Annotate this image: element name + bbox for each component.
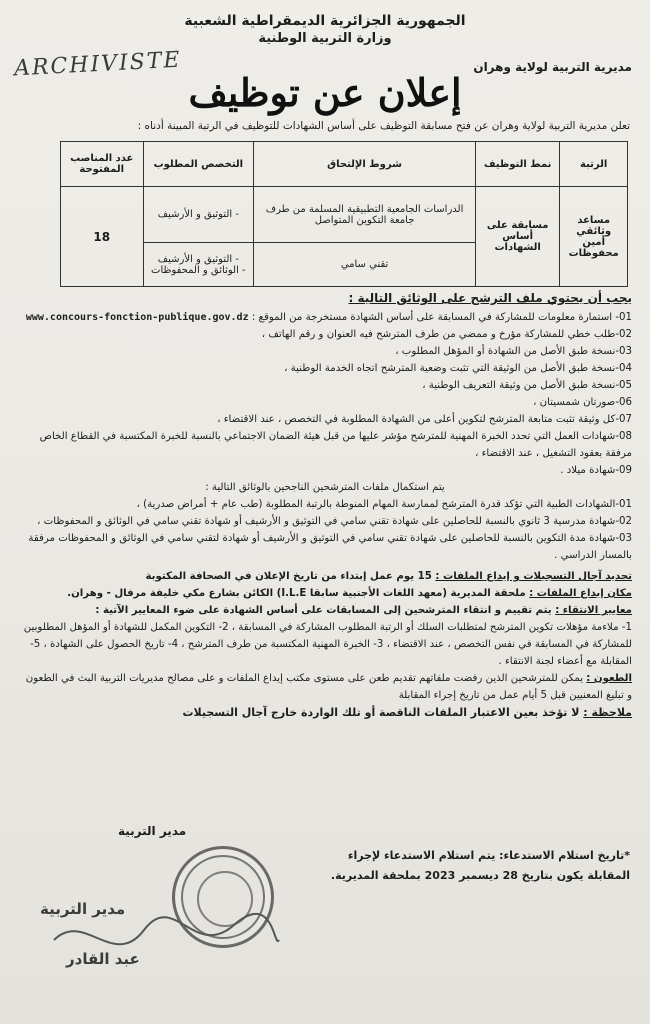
recruitment-site-url[interactable]: www.concours-fonction-publique.gov.dz — [25, 312, 249, 323]
document-item-08 — [18, 428, 632, 462]
cell-mode: مسابقة على أساس الشهادات — [475, 187, 559, 287]
item-number: 06- — [615, 397, 632, 408]
after-item-03 — [18, 530, 632, 564]
item-text: شهادة ميلاد . — [560, 465, 616, 476]
location-label: مكان إيداع الملفات : — [529, 588, 632, 599]
item-number: 03- — [615, 533, 632, 544]
cell-specialty-1: - التوثيق و الأرشيف — [143, 187, 254, 243]
criteria-line — [18, 602, 632, 619]
item-number: 01- — [615, 312, 632, 323]
directorate-name: مديرية التربية لولاية وهران — [473, 60, 632, 74]
item-text: نسخة طبق الأصل من الوثيقة التي تثبت وضعية المترشح اتجاه الخدمة الوطنية ، — [284, 363, 616, 374]
cell-grade: مساعد وثائقي أمين محفوظات — [560, 187, 628, 287]
convocation-line2: المقابلة يكون بتاريخ 28 ديسمبر 2023 بملحقة المديرية. — [330, 869, 630, 882]
republic-name: الجمهورية الجزائرية الديمقراطية الشعبية — [184, 13, 466, 29]
convocation-note — [310, 846, 630, 886]
item-number: 07- — [615, 414, 632, 425]
document-item-04 — [18, 360, 632, 377]
ministry-name: وزارة التربية الوطنية — [258, 31, 392, 46]
item-number: 05- — [615, 380, 632, 391]
deadline-line — [18, 568, 632, 585]
note-text: لا تؤخذ بعين الاعتبار الملفات الناقصة أو تلك الواردة خارج آجال التسجيلات — [182, 706, 580, 719]
item-text: شهادة مدرسية 3 ثانوي بالنسبة للحاصلين على شهادة تقني سامي في التوثيق و الأرشيف أو شهادة تقني سامي في الوثائق و المحفوظات ، — [37, 516, 616, 527]
item-text: كل وثيقة تثبت متابعة المترشح لتكوين أعلى من الشهادة المطلوبة في التخصص ، عند الاقتضاء ، — [217, 414, 616, 425]
note-line — [18, 704, 632, 721]
body-text — [18, 290, 632, 721]
note-label: ملاحظة : — [583, 706, 632, 719]
item-text: نسخة طبق الأصل من وثيقة التعريف الوطنية ، — [422, 380, 616, 391]
item-text: الشهادات الطبية التي تؤكد قدرة المترشح لممارسة المهام المنوطة بالرتبة المطلوبة (طب عام + أمراض صدرية) ، — [136, 499, 616, 510]
appeals-label: الطعون : — [586, 673, 632, 684]
document-item-03 — [18, 343, 632, 360]
cell-condition-2: تقني سامي — [254, 243, 476, 287]
item-text: نسخة طبق الأصل من الشهادة أو المؤهل المطلوب ، — [395, 346, 616, 357]
item-number: 02- — [615, 329, 632, 340]
document-item-05 — [18, 377, 632, 394]
item-text: شهادة مدة التكوين بالنسبة للحاصلين على شهادة تقني سامي في التوثيق و الأرشيف أو شهادة لتقني سامي في الوثائق و المحفوظات مرفقة بالمسار الدراسي . — [28, 533, 632, 561]
item-number: 08- — [615, 431, 632, 442]
handwritten-note: ARCHIVISTE — [13, 47, 183, 82]
convocation-line1: *تاريخ استلام الاستدعاء: يتم استلام الاستدعاء لإجراء — [347, 849, 630, 862]
signature-title: مدير التربية — [118, 824, 187, 838]
location-value: ملحقة المديرية (معهد اللغات الأجنبية سابقا I.L.E) الكائن بشارع مكي خليفة مرفال - وهران. — [67, 588, 526, 599]
document-item-06 — [18, 394, 632, 411]
item-number: 03- — [615, 346, 632, 357]
document-item-01 — [18, 309, 632, 326]
criteria-text: 1- ملاءمة مؤهلات تكوين المترشح لمتطلبات السلك أو الرتبة المطلوب المشاركة في المسابقة ، 2- التكوين المكمل للشهادة أو المؤهل المطلوبين للمشاركة في المسابقة في نفس التخصص ، عند الاقتضاء ، 3- الخبرة المهنية المكتسبة من طرف المترشح ، 4- تاريخ الحصول على الشهادة ، 5- المقابلة مع أعضاء لجنة الانتقاء . — [23, 622, 632, 667]
document-item-02 — [18, 326, 632, 343]
header — [0, 12, 650, 48]
header-grade: الرتبة — [560, 142, 628, 187]
appeals-text: يمكن للمترشحين الذين رفضت ملفاتهم تقديم طعن على مستوى مكتب إيداع الملفات و على مصالح مديريات التربية البث في الطعون و تبليغ المعنيين قبل 5 أيام عمل من تاريخ إجراء المقابلة — [25, 673, 632, 701]
jobs-table — [60, 141, 628, 287]
item-text: استمارة معلومات للمشاركة في المسابقة على أساس الشهادة مستخرجة من الموقع : — [251, 312, 613, 323]
cell-specialty-2 — [143, 243, 254, 287]
announcement-title: إعلان عن توظيف — [188, 70, 462, 115]
item-number: 04- — [615, 363, 632, 374]
location-line — [18, 585, 632, 602]
header-specialty: التخصص المطلوب — [143, 142, 254, 187]
appeals-line — [18, 670, 632, 704]
item-number: 09- — [615, 465, 632, 476]
specialty-2b: - الوثائق و المحفوظات — [151, 264, 246, 276]
header-posts: عدد المناصب المفتوحة — [61, 142, 144, 187]
criteria-intro: يتم تقييم و انتقاء المترشحين إلى المسابقات على أساس الشهادة على ضوء المعايير الآتية : — [95, 605, 552, 616]
item-number: 02- — [615, 516, 632, 527]
specialty-2a: - التوثيق و الأرشيف — [157, 253, 239, 265]
deadline-label: تحديد آجال التسجيلات و إيداع الملفات : — [435, 571, 632, 582]
cell-posts: 18 — [61, 187, 144, 287]
documents-heading: يجب أن يحتوي ملف الترشح على الوثائق التالية : — [348, 291, 632, 305]
signature-name-line1: مدير التربية — [40, 900, 126, 918]
document-item-09 — [18, 462, 632, 479]
after-item-01 — [18, 496, 632, 513]
after-item-02 — [18, 513, 632, 530]
item-text: صورتان شمسيتان ، — [533, 397, 616, 408]
deadline-value: 15 يوم عمل إبتداء من تاريخ الإعلان في الصحافة المكتوبة — [145, 571, 432, 582]
document-item-07 — [18, 411, 632, 428]
after-success-intro: يتم استكمال ملفات المترشحين الناجحين بالوثائق التالية : — [205, 482, 445, 493]
header-conditions: شروط الإلتحاق — [254, 142, 476, 187]
intro-text: تعلن مديرية التربية لولاية وهران عن فتح مسابقة التوظيف على أساس الشهادات للتوظيف في الرتبة المبينة أدناه : — [137, 120, 630, 132]
criteria-label: معايير الانتقاء : — [555, 605, 632, 616]
item-text: طلب خطي للمشاركة مؤرخ و ممضي من طرف المترشح فيه العنوان و رقم الهاتف ، — [261, 329, 616, 340]
signature-name-line2: عبد القادر — [66, 950, 140, 968]
item-text: شهادات العمل التي تحدد الخبرة المهنية للمترشح مؤشر عليها من قبل هيئة الضمان الاجتماعي بالنسبة للخبرة المكتسبة في القطاع الخاص مرفقة بعقود التشغيل ، عند الاقتضاء ، — [39, 431, 632, 459]
cell-condition-1: الدراسات الجامعية التطبيقية المسلمة من طرف جامعة التكوين المتواصل — [254, 187, 476, 243]
item-number: 01- — [615, 499, 632, 510]
header-mode: نمط التوظيف — [475, 142, 559, 187]
